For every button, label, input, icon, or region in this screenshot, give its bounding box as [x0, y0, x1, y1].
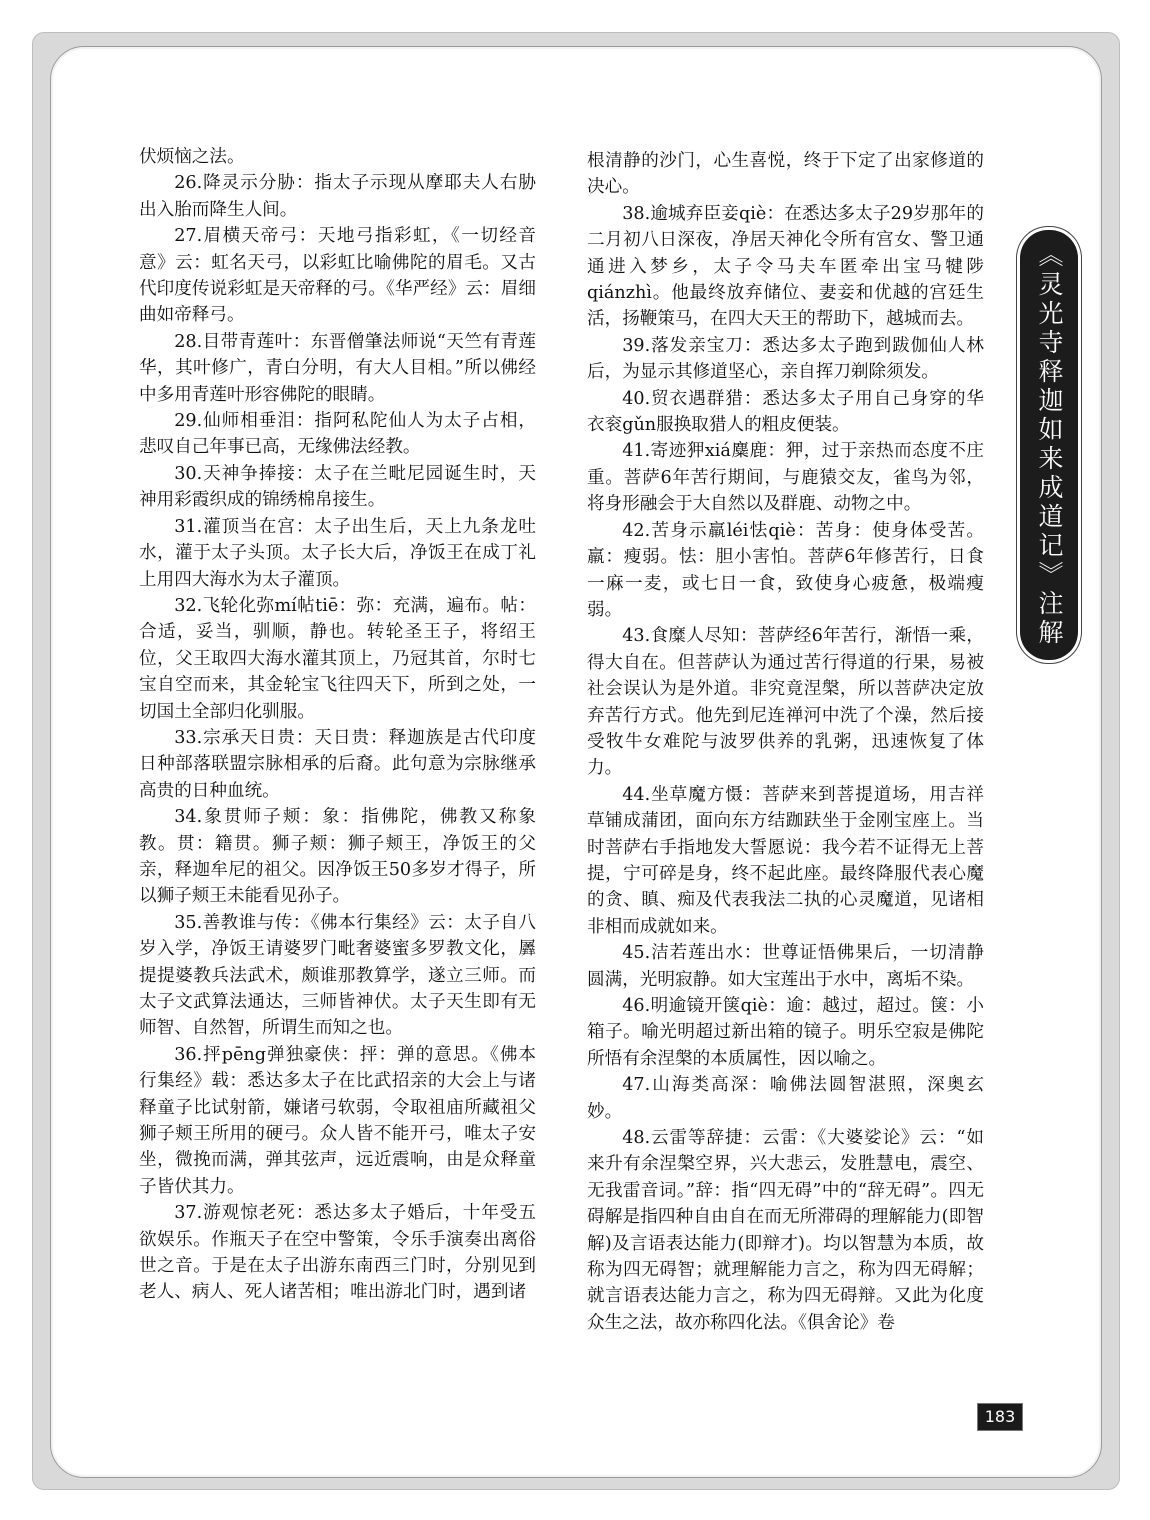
paragraph: 36.抨pēng弹独豪侠：抨：弹的意思。《佛本行集经》载：悉达多太子在比武招亲的大会上与诸释童子比试射箭，嫌诸弓软弱，令取祖庙所藏祖父狮子颊王所用的硬弓。众人皆不能开弓，唯太子安坐，微挽而满，弹其弦声，远近震响，由是众释童子皆伏其力。 [139, 1044, 536, 1197]
paragraph: 37.游观惊老死：悉达多太子婚后，十年受五欲娱乐。作瓶天子在空中警策，令乐手演奏出离俗世之音。于是在太子出游东南西三门时，分别见到老人、病人、死人诸苦相；唯出游北门时，遇到诸 [139, 1203, 536, 1303]
paragraph: 29.仙师相垂泪：指阿私陀仙人为太子占相，悲叹自己年事已高，无缘佛法经教。 [139, 411, 536, 458]
paragraph: 40.贸衣遇群猎：悉达多太子用自己身穿的华衣衮gǔn服换取猎人的粗皮便装。 [587, 388, 984, 436]
paragraph: 27.眉横天帝弓：天地弓指彩虹，《一切经音意》云：虹名天弓，以彩虹比喻佛陀的眉毛。又古代印度传说彩虹是天帝释的弓。《华严经》云：眉细曲如帝释弓。 [139, 226, 536, 326]
paragraph: 32.飞轮化弥mí帖tiē：弥：充满，遍布。帖：合适，妥当，驯顺，静也。转轮圣王子，将绍王位，父王取四大海水灌其顶上，乃冠其首，尔时七宝自空而来，其金轮宝飞往四天下，所到之处，一切国土全部归化驯服。 [139, 595, 536, 722]
paragraph: 43.食糜人尽知：菩萨经6年苦行，渐悟一乘，得大自在。但菩萨认为通过苦行得道的行果，易被社会误认为是外道。非究竟涅槃，所以菩萨决定放弃苦行方式。他先到尼连禅河中洗了个澡，然后接受牧牛女难陀与波罗供养的乳粥，迅速恢复了体力。 [587, 626, 984, 779]
paragraph: 26.降灵示分胁：指太子示现从摩耶夫人右胁出入胎而降生人间。 [139, 173, 536, 220]
right-column [587, 148, 984, 1336]
paragraph: 伏烦恼之法。 [139, 147, 245, 167]
page-number: 183 [977, 1403, 1023, 1431]
paragraph: 根清静的沙门，心生喜悦，终于下定了出家修道的决心。 [587, 151, 984, 198]
paragraph: 47.山海类高深：喻佛法圆智湛照，深奥玄妙。 [587, 1075, 984, 1122]
side-tab-title: 《灵光寺释迦如来成道记》注解 [1035, 242, 1064, 648]
paragraph: 34.象贯师子颊：象：指佛陀，佛教又称象教。贯：籍贯。狮子颊：狮子颊王，净饭王的父亲，释迦牟尼的祖父。因净饭王50多岁才得子，所以狮子颊王未能看见孙子。 [139, 807, 536, 907]
paragraph: 39.落发亲宝刀：悉达多太子跑到跋伽仙人林后，为显示其修道坚心，亲自挥刀剃除须发。 [587, 335, 984, 383]
paragraph: 46.明逾镜开箧qiè：逾：越过，超过。箧：小箱子。喻光明超过新出箱的镜子。明乐空寂是佛陀所悟有余涅槃的本质属性，因以喻之。 [587, 996, 984, 1069]
paragraph: 33.宗承天日贵：天日贵：释迦族是古代印度日种部落联盟宗脉相承的后裔。此句意为宗脉继承高贵的日种血统。 [139, 727, 536, 801]
paragraph: 48.云雷等辞捷：云雷：《大婆娑论》云：“如来升有余涅槃空界，兴大悲云，发胜慧电，震空、无我雷音词。”辞：指“四无碍”中的“辞无碍”。四无碍解是指四种自由自在而无所滞碍的理解能力(即智解)及言语表达能力(即辩才)。均以智慧为本质，故称为四无碍智；就理解能力言之，称为四无碍解；就言语表达能力言之，称为四无碍辩。又此为化度众生之法，故亦称四化法。《俱舍论》卷 [587, 1128, 984, 1333]
paragraph: 38.逾城弃臣妾qiè：在悉达多太子29岁那年的二月初八日深夜，净居天神化令所有宫女、警卫通通进入梦乡，太子令马夫车匿牵出宝马犍陟qiánzhì。他最终放弃储位、妻妾和优越的宫廷生活，扬鞭策马，在四大天王的帮助下，越城而去。 [587, 203, 984, 330]
left-column [139, 144, 536, 1306]
paragraph: 44.坐草魔方慑：菩萨来到菩提道场，用吉祥草铺成蒲团，面向东方结跏趺坐于金刚宝座上。当时菩萨右手指地发大誓愿说：我今若不证得无上菩提，宁可碎是身，终不起此座。最终降服代表心魔的贪、瞋、痴及代表我法二执的心灵魔道，见诸相非相而成就如来。 [587, 784, 984, 937]
paragraph: 31.灌顶当在宫：太子出生后，天上九条龙吐水，灌于太子头顶。太子长大后，净饭王在成丁礼上用四大海水为太子灌顶。 [139, 516, 536, 590]
paragraph: 41.寄迹狎xiá麋鹿：狎，过于亲热而态度不庄重。菩萨6年苦行期间，与鹿猿交友，雀鸟为邻，将身形融会于大自然以及群鹿、动物之中。 [587, 441, 984, 515]
paragraph: 42.苦身示羸léi怯qiè：苦身：使身体受苦。羸：瘦弱。怯：胆小害怕。菩萨6年修苦行，日食一麻一麦，或七日一食，致使身心疲惫，极端瘦弱。 [587, 520, 984, 620]
paragraph: 28.目带青莲叶：东晋僧肇法师说“天竺有青莲华，其叶修广，青白分明，有大人目相。”所以佛经中多用青莲叶形容佛陀的眼睛。 [139, 331, 536, 405]
paragraph: 35.善教谁与传：《佛本行集经》云：太子自八岁入学，净饭王请婆罗门毗奢婆蜜多罗教文化，羼提提婆教兵法武术，颇谁那教算学，遂立三师。而太子文武算法通达，三师皆神伏。太子天生即有无师智、自然智，所谓生而知之也。 [139, 912, 536, 1039]
paragraph: 45.洁若莲出水：世尊证悟佛果后，一切清静圆满，光明寂静。如大宝莲出于水中，离垢不染。 [587, 943, 984, 990]
paragraph: 30.天神争捧接：太子在兰毗尼园诞生时，天神用彩霞织成的锦绣棉帛接生。 [139, 463, 536, 511]
book-title-side-tab [1020, 230, 1078, 660]
